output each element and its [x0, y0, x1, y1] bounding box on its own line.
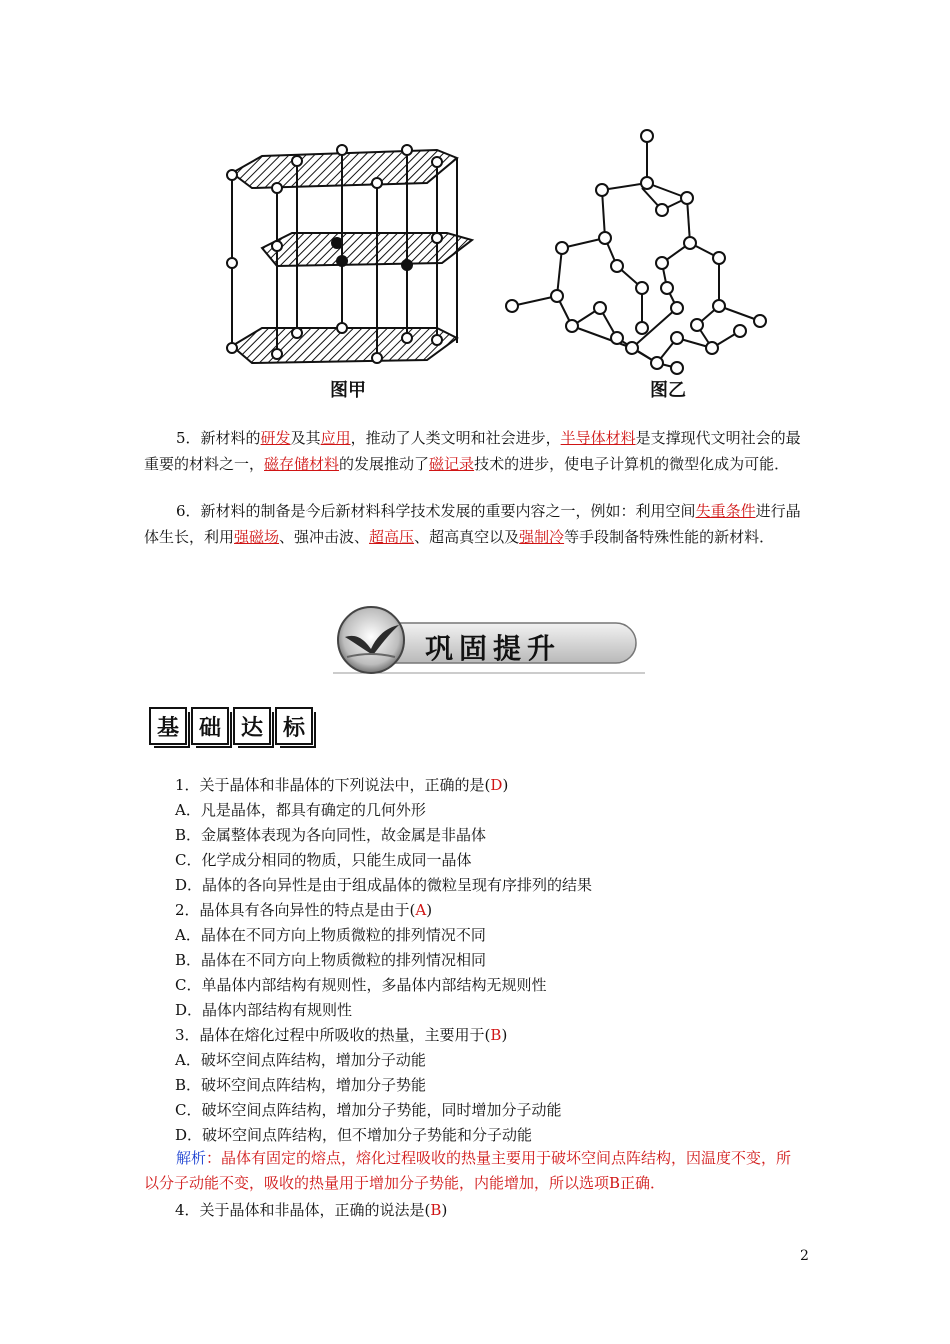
paragraph-6 [144, 498, 806, 550]
question-1-option-a: A．凡是晶体，都具有确定的几何外形 [175, 801, 426, 819]
p5-text-3: ，推动了人类文明和社会进步， [350, 429, 561, 447]
figure-label-right: 图乙 [650, 380, 686, 401]
question-2-option-b: B．晶体在不同方向上物质微粒的排列情况相同 [175, 951, 487, 969]
question-1-option-d: D．晶体的各向异性是由于组成晶体的微粒呈现有序排列的结果 [175, 876, 593, 894]
question-3-stem: 3．晶体在熔化过程中所吸收的热量，主要用于(B) [175, 1026, 508, 1044]
section-banner [333, 605, 645, 675]
figure-label-left: 图甲 [330, 380, 366, 401]
question-2-answer: A [415, 901, 427, 919]
banner-title: 巩固提升 [425, 632, 562, 665]
section-box-4: 标 [275, 707, 313, 745]
p5-text-4: 是支撑现代文明社会的最重要的材料之一， [144, 429, 801, 473]
question-1-option-b: B．金属整体表现为各向同性，故金属是非晶体 [175, 826, 487, 844]
p5-text-1: 5．新材料的 [176, 429, 261, 447]
p6-term-1: 失重条件 [695, 502, 756, 520]
p6-term-2: 强磁场 [234, 528, 280, 546]
section-box-2: 础 [191, 707, 229, 745]
p6-text-3: 、强冲击波、 [279, 528, 370, 546]
p5-term-2: 应用 [320, 429, 351, 447]
p5-text-5: 的发展推动了 [339, 455, 430, 473]
p5-term-1: 研发 [260, 429, 291, 447]
question-3-answer: B [490, 1026, 502, 1044]
analysis-block [144, 1146, 806, 1196]
p6-text-2: 进行晶体生长，利用 [144, 502, 801, 546]
question-1-option-c: C．化学成分相同的物质，只能生成同一晶体 [175, 851, 472, 869]
section-box-3: 达 [233, 707, 271, 745]
analysis-text: ：晶体有固定的熔点，熔化过程吸收的热量主要用于破坏空间点阵结构，因温度不变，所以分子动能不变，吸收的热量用于增加分子势能，内能增加，所以选项B正确． [144, 1149, 792, 1192]
question-1-stem: 1．关于晶体和非晶体的下列说法中，正确的是(D) [175, 776, 509, 794]
p6-text-4: 、超高真空以及 [414, 528, 520, 546]
question-3-option-b: B．破坏空间点阵结构，增加分子势能 [175, 1076, 427, 1094]
p6-text-5: 等手段制备特殊性能的新材料． [564, 528, 775, 546]
p6-text-1: 6．新材料的制备是今后新材料科学技术发展的重要内容之一，例如：利用空间 [176, 502, 696, 520]
question-3-option-d: D．破坏空间点阵结构，但不增加分子势能和分子动能 [175, 1126, 533, 1144]
p5-term-3: 半导体材料 [560, 429, 636, 447]
section-box-1: 基 [149, 707, 187, 745]
question-3-option-c: C．破坏空间点阵结构，增加分子势能，同时增加分子动能 [175, 1101, 562, 1119]
question-2-option-c: C．单晶体内部结构有规则性，多晶体内部结构无规则性 [175, 976, 547, 994]
question-1-answer: D [490, 776, 503, 794]
analysis-label: 解析 [176, 1149, 207, 1167]
question-4-stem: 4．关于晶体和非晶体，正确的说法是(B) [175, 1201, 448, 1219]
p6-term-3: 超高压 [369, 528, 415, 546]
p5-text-2: 及其 [290, 429, 321, 447]
question-2-option-d: D．晶体内部结构有规则性 [175, 1001, 353, 1019]
crystal-figures [222, 128, 774, 403]
paragraph-5 [144, 425, 806, 477]
p6-term-4: 强制冷 [519, 528, 565, 546]
page-number: 2 [800, 1248, 809, 1264]
question-2-option-a: A．晶体在不同方向上物质微粒的排列情况不同 [175, 926, 486, 944]
p5-text-6: 技术的进步，使电子计算机的微型化成为可能． [474, 455, 790, 473]
p5-term-4: 磁存储材料 [264, 455, 340, 473]
question-3-option-a: A．破坏空间点阵结构，增加分子动能 [175, 1051, 426, 1069]
question-4-answer: B [430, 1201, 442, 1219]
p5-term-5: 磁记录 [429, 455, 475, 473]
figure-area [222, 128, 774, 403]
question-2-stem: 2．晶体具有各向异性的特点是由于(A) [175, 901, 433, 919]
